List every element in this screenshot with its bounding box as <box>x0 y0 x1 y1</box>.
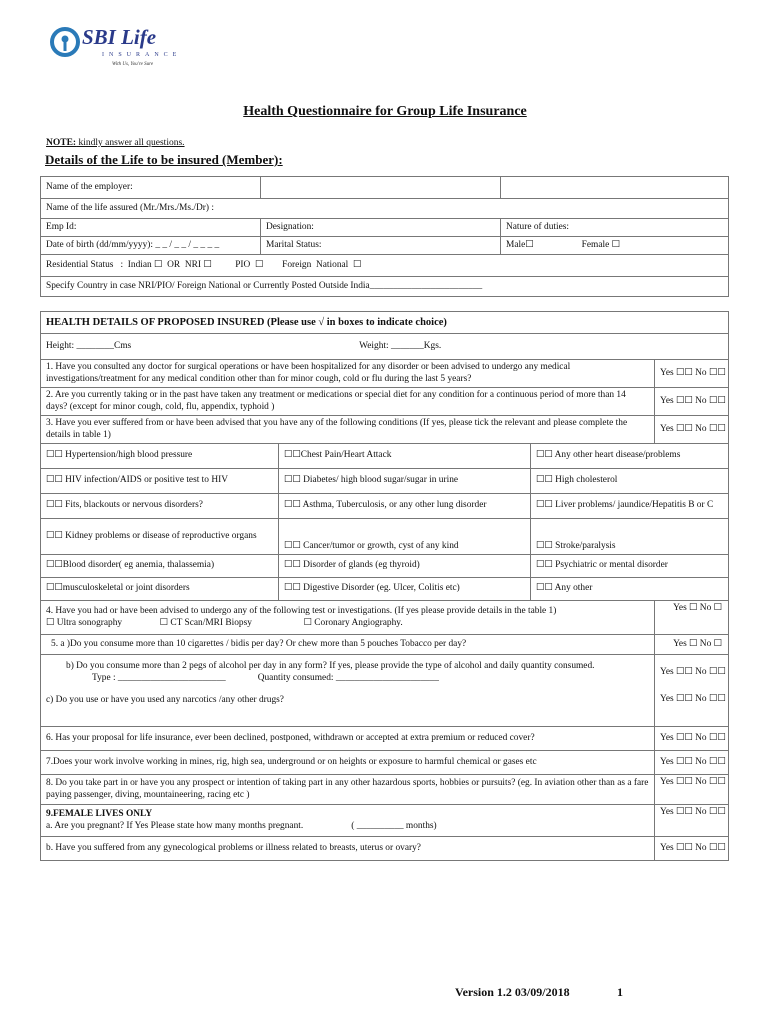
height-field[interactable]: Height: ________Cms <box>46 340 132 351</box>
nature-of-duties-field[interactable]: Nature of duties: <box>501 219 729 237</box>
condition-checkbox[interactable]: ☐☐ Cancer/tumor or growth, cyst of any kind <box>279 519 531 555</box>
q4-options[interactable]: ☐ Ultra sonography ☐ CT Scan/MRI Biopsy ☐ Coronary Angiography. <box>46 617 403 628</box>
q9a-text: a. Are you pregnant? If Yes Please state how many months pregnant. <box>46 820 304 831</box>
logo-brand: SBI Life <box>82 25 157 49</box>
condition-checkbox[interactable]: ☐☐ HIV infection/AIDS or positive test to HIV <box>41 469 279 494</box>
q3-yes-no[interactable]: Yes ☐☐ No ☐☐ <box>655 416 729 444</box>
employer-field-1[interactable] <box>261 177 501 199</box>
employer-field-2[interactable] <box>501 177 729 199</box>
q5a-yes-no[interactable]: Yes ☐ No ☐ <box>655 635 729 655</box>
weight-field[interactable]: Weight: _______Kgs. <box>359 340 442 351</box>
q5a-text: 5. a )Do you consume more than 10 cigarettes / bidis per day? Or chew more than 5 pouches Tobacco per day? <box>41 635 655 655</box>
male-checkbox[interactable]: Male☐ <box>506 239 534 250</box>
page-title: Health Questionnaire for Group Life Insurance <box>243 104 527 119</box>
q9-cell <box>41 805 655 837</box>
q7-text: 7.Does your work involve working in mines, rig, high sea, underground or on heights or exposure to harmful chemical or gases etc <box>41 751 655 775</box>
member-details-table <box>40 176 729 297</box>
pregnancy-months-field[interactable]: ( __________ months) <box>351 820 437 831</box>
condition-checkbox[interactable]: ☐☐ Liver problems/ jaundice/Hepatitis B or C <box>531 494 729 519</box>
sbi-life-logo <box>50 25 180 75</box>
q6-text: 6. Has your proposal for life insurance, ever been declined, postponed, withdrawn or accepted at extra premium or reduced cover? <box>41 727 655 751</box>
q1-yes-no[interactable]: Yes ☐☐ No ☐☐ <box>655 360 729 388</box>
version-footer: Version 1.2 03/09/2018 <box>455 985 570 999</box>
condition-checkbox[interactable]: ☐☐ Asthma, Tuberculosis, or any other lung disorder <box>279 494 531 519</box>
gender-field[interactable] <box>501 237 729 255</box>
condition-checkbox[interactable]: ☐☐ Fits, blackouts or nervous disorders? <box>41 494 279 519</box>
q4-text: 4. Have you had or have been advised to undergo any of the following test or investigations. (If yes please provide details in the table 1) <box>46 606 557 616</box>
alcohol-type-field[interactable]: Type : _______________________ <box>92 672 226 683</box>
condition-checkbox[interactable]: ☐☐ Any other <box>531 578 729 601</box>
q9b-yes-no[interactable]: Yes ☐☐ No ☐☐ <box>655 837 729 861</box>
q5c-text: c) Do you use or have you used any narcotics /any other drugs? <box>46 695 284 705</box>
logo-sub: INSURANCE <box>102 52 182 58</box>
q5b-yes-no[interactable]: Yes ☐☐ No ☐☐ <box>660 667 726 677</box>
note-label: NOTE: <box>46 138 77 148</box>
dob-field[interactable]: Date of birth (dd/mm/yyyy): _ _ / _ _ / _ _ _ _ <box>41 237 261 255</box>
q2-yes-no[interactable]: Yes ☐☐ No ☐☐ <box>655 388 729 416</box>
condition-checkbox[interactable]: ☐☐ Digestive Disorder (eg. Ulcer, Colitis etc) <box>279 578 531 601</box>
condition-checkbox[interactable]: ☐☐ High cholesterol <box>531 469 729 494</box>
designation-field[interactable]: Designation: <box>261 219 501 237</box>
residential-status-field[interactable]: Residential Status : Indian ☐ OR NRI ☐ PIO ☐ Foreign National ☐ <box>41 255 729 277</box>
logo-tagline: With Us, You're Sure <box>112 62 154 67</box>
q8-text: 8. Do you take part in or have you any prospect or intention of taking part in any other hazardous sports, hobbies or pursuits? (eg. In aviation other than as a fare paying passenger, diving, mountaineering, racing etc ) <box>41 775 655 805</box>
note-text: kindly answer all questions. <box>76 138 185 148</box>
q5b-fill <box>46 673 649 685</box>
alcohol-quantity-field[interactable]: Quantity consumed: ______________________ <box>257 672 439 683</box>
q5c-yes-no[interactable]: Yes ☐☐ No ☐☐ <box>660 693 726 704</box>
q5bc-answers <box>655 655 729 727</box>
q3-text: 3. Have you ever suffered from or have been advised that you have any of the following conditions (If yes, please tick the relevant and please complete the details in table 1) <box>41 416 655 444</box>
q8-yes-no[interactable]: Yes ☐☐ No ☐☐ <box>655 775 729 805</box>
q5b-text: b) Do you consume more than 2 pegs of alcohol per day in any form? If yes, please provide the type of alcohol and daily quantity consumed. <box>66 661 595 671</box>
condition-checkbox[interactable]: ☐☐ Psychiatric or mental disorder <box>531 555 729 578</box>
q1-text: 1. Have you consulted any doctor for surgical operations or have been hospitalized for any disorder or been advised to undergo any medical investigations/treatment for any medical condition other than for minor cough, cold or flu during the last 5 years? <box>41 360 655 388</box>
condition-checkbox[interactable]: ☐☐Blood disorder( eg anemia, thalassemia) <box>41 555 279 578</box>
q9a-yes-no[interactable]: Yes ☐☐ No ☐☐ <box>655 805 729 837</box>
q9-heading: 9.FEMALE LIVES ONLY <box>46 809 153 819</box>
q9b-text: b. Have you suffered from any gynecological problems or illness related to breasts, uterus or ovary? <box>41 837 655 861</box>
condition-checkbox[interactable]: ☐☐ Disorder of glands (eg thyroid) <box>279 555 531 578</box>
note <box>46 138 185 148</box>
condition-checkbox[interactable]: ☐☐ Stroke/paralysis <box>531 519 729 555</box>
q7-yes-no[interactable]: Yes ☐☐ No ☐☐ <box>655 751 729 775</box>
page-number: 1 <box>617 985 623 999</box>
health-heading: HEALTH DETAILS OF PROPOSED INSURED (Please use √ in boxes to indicate choice) <box>41 312 729 334</box>
condition-checkbox[interactable]: ☐☐ Diabetes/ high blood sugar/sugar in urine <box>279 469 531 494</box>
q4-yes-no[interactable]: Yes ☐ No ☐ <box>655 601 729 635</box>
q6-yes-no[interactable]: Yes ☐☐ No ☐☐ <box>655 727 729 751</box>
specify-country-field[interactable]: Specify Country in case NRI/PIO/ Foreign National or Currently Posted Outside India________________________ <box>41 277 729 297</box>
condition-checkbox[interactable]: ☐☐musculoskeletal or joint disorders <box>41 578 279 601</box>
condition-checkbox[interactable]: ☐☐Chest Pain/Heart Attack <box>279 444 531 469</box>
q2-text: 2. Are you currently taking or in the past have taken any treatment or medications or special diet for any condition for a continuous period of more than 14 days? (except for minor cough, cold, flu, appendix, typhoid ) <box>41 388 655 416</box>
q4-cell <box>41 601 655 635</box>
q9a-row <box>46 821 649 833</box>
q5bc-cell <box>41 655 655 727</box>
life-assured-field[interactable]: Name of the life assured (Mr./Mrs./Ms./Dr) : <box>41 199 729 219</box>
condition-checkbox[interactable]: ☐☐ Kidney problems or disease of reproductive organs <box>41 519 279 555</box>
condition-checkbox[interactable]: ☐☐ Hypertension/high blood pressure <box>41 444 279 469</box>
height-weight-row <box>41 334 729 360</box>
emp-id-field[interactable]: Emp Id: <box>41 219 261 237</box>
health-details-table <box>40 311 729 861</box>
member-section-heading: Details of the Life to be insured (Member): <box>45 152 283 167</box>
sbi-keyhole-icon <box>50 27 80 57</box>
employer-label: Name of the employer: <box>41 177 261 199</box>
condition-checkbox[interactable]: ☐☐ Any other heart disease/problems <box>531 444 729 469</box>
marital-status-field[interactable]: Marital Status: <box>261 237 501 255</box>
female-checkbox[interactable]: Female ☐ <box>581 239 621 250</box>
